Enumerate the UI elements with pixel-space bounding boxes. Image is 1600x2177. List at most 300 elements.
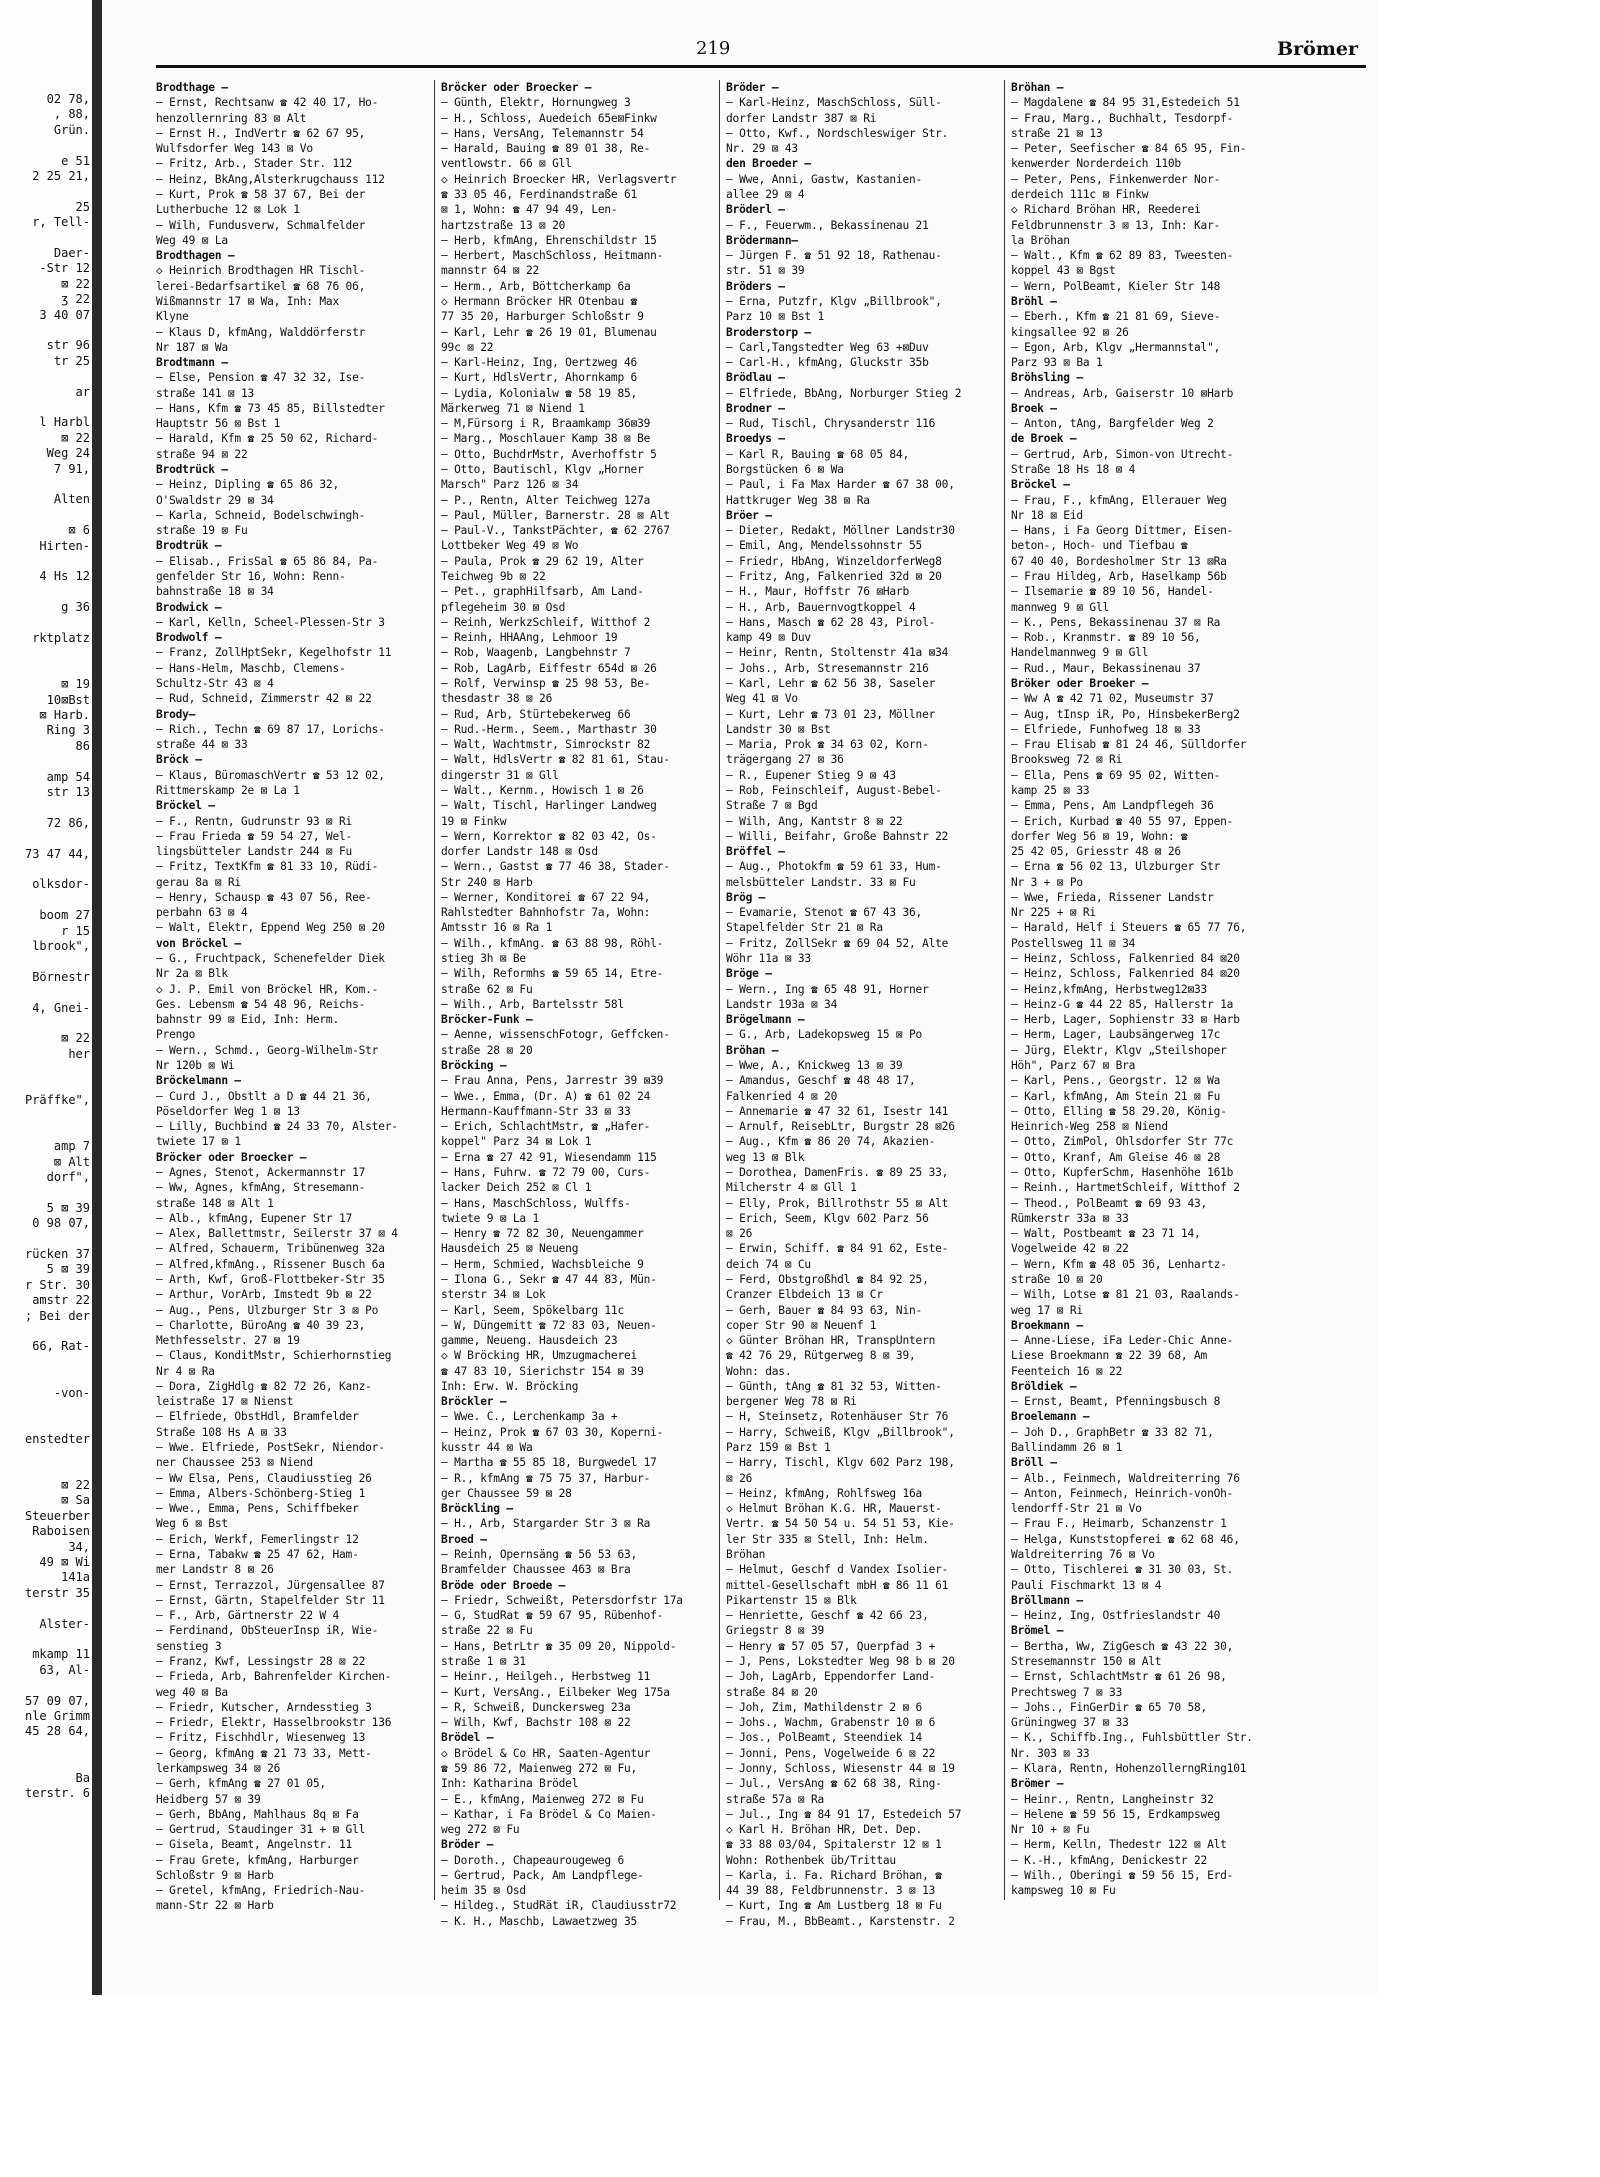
- directory-entry-line: straße 28 ⊠ 20: [441, 1043, 533, 1057]
- facing-page-fragment: terstr. 6: [24, 1786, 90, 1800]
- directory-entry-line: Stresemannstr 150 ⊠ Alt: [1011, 1654, 1162, 1668]
- directory-entry-line: — Wwe. Elfriede, PostSekr, Niendor-: [156, 1441, 385, 1455]
- facing-page-fragment: ⊠ 22: [61, 1478, 90, 1492]
- directory-entry-line: — Erich, Werkf, Femerlingstr 12: [156, 1532, 359, 1546]
- directory-entry-line: — H, Steinsetz, Rotenhäuser Str 76: [726, 1410, 949, 1424]
- directory-entry-line: ☎ 59 86 72, Maienweg 272 ⊠ Fu,: [441, 1761, 638, 1775]
- directory-entry-line: — Heinz-G ☎ 44 22 85, Hallerstr 1a: [1011, 997, 1234, 1011]
- directory-entry-line: — Elly, Prok, Billrothstr 55 ⊠ Alt: [726, 1196, 949, 1210]
- directory-entry-line: — Wern, Kfm ☎ 48 05 36, Lenhartz-: [1011, 1257, 1227, 1271]
- directory-entry-line: — Karl, Lehr ☎ 62 56 38, Saseler: [726, 676, 936, 690]
- facing-page-fragment: Präffke",: [24, 1093, 90, 1107]
- directory-entry-line: — K., Schiffb.Ing., Fuhlsbüttler Str.: [1011, 1731, 1253, 1745]
- directory-entry-line: — Günth, Elektr, Hornungweg 3: [441, 96, 631, 110]
- facing-page-fragment: lbrook",: [32, 939, 90, 953]
- surname-heading: Broek —: [1011, 401, 1057, 415]
- directory-entry-line: — Wilh., Arb, Bartelsstr 58l: [441, 997, 624, 1011]
- surname-heading: Bröckelmann —: [156, 1074, 241, 1088]
- directory-entry-line: — Heinz, Schloss, Falkenried 84 ⊠20: [1011, 967, 1240, 981]
- directory-entry-line: Inh: Katharina Brödel: [441, 1777, 579, 1791]
- directory-entry-line: Ballindamm 26 ⊠ 1: [1011, 1441, 1123, 1455]
- directory-entry-line: leistraße 17 ⊠ Nienst: [156, 1395, 294, 1409]
- directory-entry-line: — Walt., Kernm., Howisch 1 ⊠ 26: [441, 783, 644, 797]
- directory-entry-line: ☎ 47 83 10, Sierichstr 154 ⊠ 39: [441, 1364, 644, 1378]
- directory-entry-line: — Frieda, Arb, Bahrenfelder Kirchen-: [156, 1670, 392, 1684]
- directory-entry-line: — Elfriede, ObstHdl, Bramfelder: [156, 1410, 359, 1424]
- facing-page-fragment: 5 ⊠ 39: [46, 1200, 90, 1215]
- directory-entry-line: Handelmannweg 9 ⊠ Gll: [1011, 646, 1149, 660]
- directory-entry-line: Nr. 29 ⊠ 43: [726, 142, 798, 156]
- directory-entry-line: — Herm, Lager, Laubsängerweg 17c: [1011, 1028, 1221, 1042]
- directory-entry-line: Straße 18 Hs 18 ⊠ 4: [1011, 463, 1136, 477]
- facing-page-fragment: Börnestr: [32, 969, 90, 984]
- directory-entry-line: — Otto, Elling ☎ 58 29.20, König-: [1011, 1104, 1227, 1118]
- directory-entry-line: — Carl-H., kfmAng, Gluckstr 35b: [726, 356, 929, 370]
- directory-entry-line: kamp 49 ⊠ Duv: [726, 631, 811, 645]
- directory-entry-line: — R, Schweiß, Dunckersweg 23a: [441, 1700, 631, 1714]
- directory-entry-line: — Frau Anna, Pens, Jarrestr 39 ⊠39: [441, 1074, 664, 1088]
- directory-entry-line: lendorff-Str 21 ⊠ Vo: [1011, 1502, 1142, 1516]
- directory-entry-line: ◇ Helmut Bröhan K.G. HR, Mauerst-: [726, 1502, 942, 1516]
- directory-entry-line: — Johs., Arb, Stresemannstr 216: [726, 661, 929, 675]
- directory-entry-line: — Heinz, Ing, Ostfrieslandstr 40: [1011, 1609, 1221, 1623]
- directory-entry-line: — H., Maur, Hoffstr 76 ⊠Harb: [726, 585, 909, 599]
- directory-entry-line: — Alex, Ballettmstr, Seilerstr 37 ⊠ 4: [156, 1227, 398, 1241]
- directory-entry-line: — Werner, Konditorei ☎ 67 22 94,: [441, 890, 651, 904]
- directory-entry-line: la Bröhan: [1011, 233, 1070, 247]
- page-number: 219: [696, 38, 731, 59]
- directory-entry-line: — Harald, Bauing ☎ 89 01 38, Re-: [441, 142, 651, 156]
- directory-entry-line: 77 35 20, Harburger Schloßstr 9: [441, 310, 644, 324]
- directory-entry-line: — Arthur, VorArb, Imstedt 9b ⊠ 22: [156, 1288, 372, 1302]
- blank-margin-right: [1378, 0, 1600, 2177]
- directory-entry-line: melsbütteler Landstr. 33 ⊠ Fu: [726, 875, 916, 889]
- directory-entry-line: ner Chaussee 253 ⊠ Niend: [156, 1456, 313, 1470]
- surname-heading: Bröcker oder Broecker —: [441, 81, 592, 94]
- directory-entry-line: — Rolf, Verwinsp ☎ 25 98 53, Be-: [441, 676, 651, 690]
- directory-entry-line: — Aug., Photokfm ☎ 59 61 33, Hum-: [726, 860, 942, 874]
- directory-entry-line: — H., Arb, Bauernvogtkoppel 4: [726, 600, 916, 614]
- directory-entry-line: — Karl, Seem, Spökelbarg 11c: [441, 1303, 624, 1317]
- directory-entry-line: — Fritz, Ang, Falkenried 32d ⊠ 20: [726, 570, 942, 583]
- directory-entry-line: O'Swaldstr 29 ⊠ 34: [156, 493, 274, 507]
- directory-entry-line: ◇ Heinrich Broecker HR, Verlagsvertr: [441, 172, 677, 186]
- directory-entry-line: Weg 49 ⊠ La: [156, 233, 228, 247]
- directory-entry-line: kampsweg 10 ⊠ Fu: [1011, 1884, 1116, 1898]
- directory-entry-line: — Agnes, Stenot, Ackermannstr 17: [156, 1165, 366, 1179]
- directory-entry-line: Pöseldorfer Weg 1 ⊠ 13: [156, 1104, 300, 1118]
- directory-entry-line: — Fritz, TextKfm ☎ 81 33 10, Rüdi-: [156, 860, 379, 874]
- facing-page-fragment: 3 40 07: [39, 307, 90, 322]
- directory-entry-line: Bramfelder Chaussee 463 ⊠ Bra: [441, 1563, 631, 1577]
- directory-entry-line: — Klaus D, kfmAng, Walddörferstr: [156, 325, 366, 339]
- facing-page-fragment: g 36: [61, 600, 90, 615]
- directory-entry-line: — Fritz, Arb., Stader Str. 112: [156, 157, 353, 171]
- directory-entry-line: dorfer Landstr 148 ⊠ Osd: [441, 845, 598, 859]
- facing-page-fragment: nle Grimm: [24, 1709, 90, 1723]
- directory-entry-line: — Gerh, kfmAng ☎ 27 01 05,: [156, 1777, 326, 1791]
- column-2: [441, 80, 713, 1940]
- directory-entry-line: — Jürg, Elektr, Klgv „Steilshoper: [1011, 1043, 1227, 1057]
- directory-entry-line: 67 40 40, Bordesholmer Str 13 ⊠Ra: [1011, 554, 1227, 568]
- surname-heading: Bröhan —: [726, 1043, 779, 1057]
- directory-entry-line: — Harald, Kfm ☎ 25 50 62, Richard-: [156, 432, 379, 446]
- facing-page-fragment: 86: [75, 738, 90, 753]
- directory-entry-line: — Evamarie, Stenot ☎ 67 43 36,: [726, 906, 923, 920]
- directory-entry-line: — Walt, Wachtmstr, Simrockstr 82: [441, 738, 651, 752]
- directory-entry-line: — Peter, Seefischer ☎ 84 65 95, Fin-: [1011, 142, 1247, 156]
- directory-entry-line: — Emma, Albers-Schönberg-Stieg 1: [156, 1486, 366, 1500]
- directory-entry-line: — Reinh, Opernsäng ☎ 56 53 63,: [441, 1548, 638, 1561]
- directory-entry-line: — Harry, Schweiß, Klgv „Billbrook",: [726, 1425, 955, 1439]
- facing-page-fragment: 25: [75, 199, 90, 214]
- directory-entry-line: Milcherstr 4 ⊠ Gll 1: [726, 1181, 857, 1195]
- directory-entry-line: — Amandus, Geschf ☎ 48 48 17,: [726, 1074, 916, 1088]
- directory-entry-line: — F., Rentn, Gudrunstr 93 ⊠ Ri: [156, 814, 353, 828]
- directory-entry-line: Wohn: Rothenbek üb/Trittau: [726, 1853, 896, 1867]
- directory-entry-line: Weg 41 ⊠ Vo: [726, 692, 798, 706]
- directory-entry-line: — G, StudRat ☎ 59 67 95, Rübenhof-: [441, 1609, 664, 1623]
- facing-page-fragment: Alten: [53, 492, 90, 507]
- surname-heading: Brömer —: [1011, 1777, 1064, 1791]
- directory-entry-line: — Fritz, Fischhdlr, Wiesenweg 13: [156, 1731, 366, 1745]
- directory-entry-line: 19 ⊠ Finkw: [441, 814, 507, 828]
- directory-entry-line: — Jos., PolBeamt, Steendiek 14: [726, 1731, 923, 1745]
- directory-entry-line: Hausdeich 25 ⊠ Neueng: [441, 1242, 579, 1256]
- directory-entry-line: — Ernst, Beamt, Pfenningsbusch 8: [1011, 1395, 1221, 1409]
- facing-page-fragment: 57 09 07,: [24, 1693, 90, 1708]
- directory-entry-line: Parz 10 ⊠ Bst 1: [726, 310, 825, 324]
- surname-heading: Brög —: [726, 890, 766, 904]
- directory-entry-line: — Rud., Maur, Bekassinenau 37: [1011, 661, 1201, 675]
- directory-entry-line: — Frau F., Heimarb, Schanzenstr 1: [1011, 1517, 1227, 1531]
- directory-entry-line: ☎ 33 88 03/04, Spitalerstr 12 ⊠ 1: [726, 1838, 942, 1852]
- directory-entry-line: bahnstr 99 ⊠ Eid, Inh: Herm.: [156, 1013, 339, 1027]
- directory-entry-line: — Jonni, Pens, Vogelweide 6 ⊠ 22: [726, 1746, 936, 1760]
- directory-entry-line: Nr. 303 ⊠ 33: [1011, 1746, 1090, 1760]
- directory-entry-line: — Friedr, Elektr, Hasselbrookstr 136: [156, 1716, 392, 1730]
- directory-entry-line: — Wwe, Frieda, Rissener Landstr: [1011, 890, 1214, 904]
- directory-entry-line: — Rud, Schneid, Zimmerstr 42 ⊠ 22: [156, 692, 372, 706]
- directory-entry-line: — Jonny, Schloss, Wiesenstr 44 ⊠ 19: [726, 1761, 955, 1775]
- directory-entry-line: dorfer Landstr 387 ⊠ Ri: [726, 111, 877, 125]
- directory-entry-line: — Frau, M., BbBeamt., Karstenstr. 2: [726, 1914, 955, 1928]
- surname-heading: Bröck —: [156, 753, 202, 767]
- facing-page-fragment: rücken 37: [24, 1247, 90, 1261]
- facing-page-fragment: ⊠ 22: [61, 276, 90, 291]
- directory-entry-line: — Kurt, HdlsVertr, Ahornkamp 6: [441, 371, 638, 385]
- directory-entry-line: Rümkerstr 33a ⊠ 33: [1011, 1211, 1129, 1225]
- directory-entry-line: — Heinr., Rentn, Langheinstr 32: [1011, 1792, 1214, 1806]
- directory-entry-line: Ges. Lebensm ☎ 54 48 96, Reichs-: [156, 997, 366, 1011]
- facing-page-fragment: 63, Al-: [39, 1662, 90, 1677]
- surname-heading: Bröker oder Broeker —: [1011, 676, 1149, 690]
- directory-entry-line: Schloßstr 9 ⊠ Harb: [156, 1868, 274, 1882]
- directory-entry-line: Weg 6 ⊠ Bst: [156, 1517, 228, 1531]
- column-divider: [1004, 80, 1005, 1900]
- directory-entry-line: — Ella, Pens ☎ 69 95 02, Witten-: [1011, 768, 1221, 782]
- facing-page-fragment: , 88,: [53, 107, 90, 122]
- directory-entry-line: dorfer Weg 56 ⊠ 19, Wohn: ☎: [1011, 829, 1188, 843]
- directory-entry-line: — Jul., Ing ☎ 84 91 17, Estedeich 57: [726, 1807, 962, 1821]
- directory-entry-line: beton-, Hoch- und Tiefbau ☎: [1011, 539, 1188, 553]
- directory-entry-line: — Claus, KonditMstr, Schierhornstieg: [156, 1349, 392, 1363]
- directory-entry-line: straße 10 ⊠ 20: [1011, 1272, 1103, 1286]
- directory-entry-line: Straße 7 ⊠ Bgd: [726, 799, 818, 813]
- facing-page-fragment: str 96: [46, 338, 90, 353]
- facing-page-fragment: dorf",: [46, 1170, 90, 1184]
- directory-entry-line: — Rud.-Herm., Seem., Marthastr 30: [441, 722, 657, 736]
- directory-entry-line: — Georg, kfmAng ☎ 21 73 33, Mett-: [156, 1746, 372, 1760]
- directory-entry-line: Nr 10 + ⊠ Fu: [1011, 1823, 1090, 1837]
- directory-entry-line: Rahlstedter Bahnhofstr 7a, Wohn:: [441, 906, 651, 920]
- directory-entry-line: Postellsweg 11 ⊠ 34: [1011, 936, 1136, 950]
- directory-entry-line: — Hans-Helm, Maschb, Clemens-: [156, 661, 346, 675]
- directory-entry-line: Wöhr 11a ⊠ 33: [726, 952, 811, 966]
- directory-entry-line: derdeich 111c ⊠ Finkw: [1011, 187, 1149, 201]
- directory-entry-line: — Karl, Kelln, Scheel-Plessen-Str 3: [156, 615, 385, 629]
- directory-entry-line: — Gertrud, Pack, Am Landpflege-: [441, 1868, 644, 1882]
- directory-entry-line: — Hans, Fuhrw. ☎ 72 79 00, Curs-: [441, 1165, 651, 1179]
- directory-entry-line: weg 272 ⊠ Fu: [441, 1823, 520, 1837]
- facing-page-fragment: Weg 24: [46, 446, 90, 461]
- directory-entry-line: ⊠ 1, Wohn: ☎ 47 94 49, Len-: [441, 203, 618, 217]
- surname-heading: Brodner —: [726, 401, 785, 415]
- directory-entry-line: — Elfriede, Funhofweg 18 ⊠ 33: [1011, 722, 1201, 736]
- directory-entry-line: Parz 159 ⊠ Bst 1: [726, 1441, 831, 1455]
- directory-entry-line: — Rich., Techn ☎ 69 87 17, Lorichs-: [156, 722, 385, 736]
- directory-entry-line: lacker Deich 252 ⊠ Cl 1: [441, 1181, 592, 1195]
- directory-entry-line: — Anton, Feinmech, Heinrich-vonOh-: [1011, 1486, 1234, 1500]
- directory-entry-line: — Erich, SchlachtMstr, ☎ „Hafer-: [441, 1120, 651, 1134]
- directory-entry-line: ◇ Günter Bröhan HR, TranspUntern: [726, 1334, 936, 1348]
- facing-page-fragment: ⊠ Alt: [53, 1154, 90, 1169]
- surname-heading: Brödel —: [441, 1731, 494, 1745]
- surname-heading: Brodtrük —: [156, 539, 222, 553]
- directory-entry-line: Falkenried 4 ⊠ 20: [726, 1089, 838, 1103]
- facing-page-fragment: r, Tell-: [32, 215, 90, 230]
- facing-page-fragment: 4 Hs 12: [39, 569, 90, 584]
- directory-entry-line: — Aug., Pens, Ulzburger Str 3 ⊠ Po: [156, 1303, 379, 1317]
- facing-page-fragment: olksdor-: [32, 877, 90, 892]
- directory-entry-line: — Erna ☎ 27 42 91, Wiesendamm 115: [441, 1150, 657, 1164]
- directory-entry-line: ⊠ 26: [726, 1227, 753, 1241]
- surname-heading: Bröcking —: [441, 1059, 507, 1072]
- directory-entry-line: — Herm, Schmied, Wachsbleiche 9: [441, 1257, 644, 1271]
- directory-entry-line: — Emma, Pens, Am Landpflegeh 36: [1011, 799, 1214, 813]
- directory-entry-line: — Dorothea, DamenFris. ☎ 89 25 33,: [726, 1165, 949, 1179]
- directory-entry-line: Methfesselstr. 27 ⊠ 19: [156, 1334, 300, 1348]
- surname-heading: Brodwolf —: [156, 631, 222, 645]
- directory-entry-line: — Joh, Zim, Mathildenstr 2 ⊠ 6: [726, 1700, 923, 1714]
- directory-entry-line: — Kurt, Prok ☎ 58 37 67, Bei der: [156, 187, 366, 201]
- surname-heading: Brömel —: [1011, 1624, 1064, 1638]
- directory-entry-line: — Erich, Seem, Klgv 602 Parz 56: [726, 1211, 929, 1225]
- directory-entry-line: weg 40 ⊠ Ba: [156, 1685, 228, 1699]
- surname-heading: Bröldiek —: [1011, 1379, 1077, 1393]
- directory-entry-line: Wißmannstr 17 ⊠ Wa, Inh: Max: [156, 294, 339, 308]
- directory-entry-line: — Anne-Liese, iFa Leder-Chic Anne-: [1011, 1334, 1234, 1348]
- directory-entry-line: — Herb, Lager, Sophienstr 33 ⊠ Harb: [1011, 1013, 1240, 1027]
- directory-entry-line: — Lilly, Buchbind ☎ 24 33 70, Alster-: [156, 1120, 398, 1134]
- directory-entry-line: — Reinh, WerkzSchleif, Witthof 2: [441, 615, 651, 629]
- directory-entry-line: — Ww, Agnes, kfmAng, Stresemann-: [156, 1181, 366, 1195]
- surname-heading: de Broek —: [1011, 432, 1077, 446]
- facing-page-fragment: -Str 12: [39, 261, 90, 276]
- facing-page-fragment: 2 25 21,: [32, 169, 90, 183]
- facing-page-fragment: ⊠ 6: [68, 523, 90, 538]
- directory-entry-line: — Andreas, Arb, Gaiserstr 10 ⊠Harb: [1011, 386, 1234, 400]
- directory-entry-line: — Rob, LagArb, Eiffestr 654d ⊠ 26: [441, 661, 657, 675]
- column-3: [726, 80, 998, 1940]
- directory-entry-line: lingsbütteler Landstr 244 ⊠ Fu: [156, 845, 353, 859]
- directory-entry-line: — Herm, Kelln, Thedestr 122 ⊠ Alt: [1011, 1838, 1227, 1852]
- directory-entry-line: Straße 108 Hs A ⊠ 33: [156, 1425, 287, 1439]
- facing-page-fragment: boom 27: [39, 908, 90, 923]
- directory-entry-line: — Dieter, Redakt, Möllner Landstr30: [726, 524, 955, 538]
- facing-page-fragment: Raboisen: [32, 1524, 90, 1539]
- surname-heading: Bröckel —: [1011, 478, 1070, 492]
- facing-page-fragment: 10⊠Bst: [46, 692, 90, 707]
- surname-heading: Broed —: [441, 1532, 487, 1546]
- directory-entry-line: — Karla, Schneid, Bodelschwingh-: [156, 508, 366, 522]
- directory-entry-line: — Günth, tAng ☎ 81 32 53, Witten-: [726, 1379, 942, 1393]
- directory-entry-line: — Otto, Kranf, Am Gleise 46 ⊠ 28: [1011, 1150, 1221, 1164]
- directory-entry-line: — Herm., Arb, Böttcherkamp 6a: [441, 279, 631, 293]
- directory-entry-line: — Erich, Kurbad ☎ 40 55 97, Eppen-: [1011, 814, 1234, 828]
- directory-page: [156, 38, 1366, 1928]
- facing-page-fragment: 73 47 44,: [24, 846, 90, 861]
- directory-entry-line: — Ernst, Gärtn, Stapelfelder Str 11: [156, 1593, 385, 1607]
- directory-entry-line: — Henry ☎ 57 05 57, Querpfad 3 +: [726, 1639, 936, 1653]
- directory-entry-line: — Erna, Tabakw ☎ 25 47 62, Ham-: [156, 1548, 359, 1561]
- directory-entry-line: — Ferd, Obstgroßhdl ☎ 84 92 25,: [726, 1272, 929, 1286]
- directory-entry-line: ler Str 335 ⊠ Stell, Inh: Helm.: [726, 1532, 929, 1546]
- surname-heading: Bröhsling —: [1011, 371, 1083, 385]
- directory-entry-line: pflegeheim 30 ⊠ Osd: [441, 600, 566, 614]
- directory-entry-line: henzollernring 83 ⊠ Alt: [156, 111, 307, 125]
- directory-entry-line: — Herb, kfmAng, Ehrenschildstr 15: [441, 233, 657, 247]
- directory-entry-line: Heidberg 57 ⊠ 39: [156, 1792, 261, 1806]
- directory-entry-line: — Erna ☎ 56 02 13, Ulzburger Str: [1011, 860, 1221, 874]
- directory-entry-line: — Emil, Ang, Mendelssohnstr 55: [726, 539, 923, 553]
- directory-entry-line: — Herbert, MaschSchloss, Heitmann-: [441, 249, 664, 263]
- surname-heading: Brodtrück —: [156, 463, 228, 477]
- directory-entry-line: straße 19 ⊠ Fu: [156, 524, 248, 538]
- directory-entry-line: Feldbrunnenstr 3 ⊠ 13, Inh: Kar-: [1011, 218, 1221, 232]
- directory-entry-line: straße 84 ⊠ 20: [726, 1685, 818, 1699]
- directory-entry-line: — Heinz, Prok ☎ 67 03 30, Koperni-: [441, 1425, 664, 1439]
- directory-entry-line: — Carl,Tangstedter Weg 63 +⊠Duv: [726, 340, 929, 354]
- directory-entry-line: — Paul, i Fa Max Harder ☎ 67 38 00,: [726, 478, 955, 492]
- directory-entry-line: — Frau, Marg., Buchhalt, Tesdorpf-: [1011, 111, 1234, 125]
- directory-entry-line: Nr 2a ⊠ Blk: [156, 967, 228, 981]
- directory-entry-line: — Helmut, Geschf d Vandex Isolier-: [726, 1563, 949, 1577]
- facing-page-fragment: l Harbl: [39, 415, 90, 430]
- facing-page-fragment: tr 25: [53, 353, 90, 368]
- directory-entry-line: — Paul, Müller, Barnerstr. 28 ⊠ Alt: [441, 508, 670, 522]
- surname-heading: Brodwick —: [156, 600, 222, 614]
- directory-entry-line: — Frau Frieda ☎ 59 54 27, Wel-: [156, 829, 353, 843]
- directory-entry-line: — Aenne, wissenschFotogr, Geffcken-: [441, 1028, 670, 1042]
- directory-entry-line: Lutherbuche 12 ⊠ Lok 1: [156, 203, 300, 217]
- surname-heading: Bröll —: [1011, 1456, 1057, 1470]
- directory-entry-line: Grüningweg 37 ⊠ 33: [1011, 1716, 1129, 1730]
- surname-heading: Bröckel —: [156, 799, 215, 813]
- directory-entry-line: — Helene ☎ 59 56 15, Erdkampsweg: [1011, 1807, 1221, 1821]
- facing-page-fragment: 141a: [61, 1570, 90, 1585]
- directory-entry-line: — Wilh, Lotse ☎ 81 21 03, Raalands-: [1011, 1288, 1240, 1302]
- directory-entry-line: straße 1 ⊠ 31: [441, 1654, 526, 1668]
- column-4: [1011, 80, 1283, 1940]
- directory-entry-line: Parz 93 ⊠ Ba 1: [1011, 356, 1103, 370]
- directory-entry-line: Rittmerskamp 2e ⊠ La 1: [156, 783, 300, 797]
- surname-heading: Bröffel —: [726, 845, 785, 859]
- directory-entry-line: — Franz, ZollHptSekr, Kegelhofstr 11: [156, 646, 392, 660]
- directory-entry-line: mannweg 9 ⊠ Gll: [1011, 600, 1110, 614]
- directory-entry-line: — Otto, Bautischl, Klgv „Horner: [441, 463, 644, 477]
- directory-entry-line: — Gerh, BbAng, Mahlhaus 8q ⊠ Fa: [156, 1807, 359, 1821]
- surname-heading: Brodthagen —: [156, 249, 235, 263]
- directory-entry-line: — Wwe., Emma, (Dr. A) ☎ 61 02 24: [441, 1089, 651, 1103]
- directory-entry-line: straße 22 ⊠ Fu: [441, 1624, 533, 1638]
- blank-margin-bottom: [0, 1995, 1378, 2177]
- directory-entry-line: senstieg 3: [156, 1639, 222, 1653]
- directory-entry-line: Waldreiterring 76 ⊠ Vo: [1011, 1548, 1155, 1561]
- directory-entry-line: — Else, Pension ☎ 47 32 32, Ise-: [156, 371, 366, 385]
- directory-entry-line: — Martha ☎ 55 85 18, Burgwedel 17: [441, 1456, 657, 1470]
- directory-entry-line: — Alfred,kfmAng., Rissener Busch 6a: [156, 1257, 385, 1271]
- directory-entry-line: ◇ W Bröcking HR, Umzugmacherei: [441, 1349, 638, 1363]
- directory-entry-line: Landstr 193a ⊠ 34: [726, 997, 838, 1011]
- directory-entry-line: straße 57a ⊠ Ra: [726, 1792, 825, 1806]
- directory-entry-line: ◇ Heinrich Brodthagen HR Tischl-: [156, 264, 366, 278]
- directory-entry-line: — Wwe. C., Lerchenkamp 3a +: [441, 1410, 618, 1424]
- directory-entry-line: — Wilh, Kwf, Bachstr 108 ⊠ 22: [441, 1716, 631, 1730]
- directory-entry-line: — Rud, Tischl, Chrysanderstr 116: [726, 417, 936, 431]
- directory-entry-line: — W, Düngemitt ☎ 72 83 03, Neuen-: [441, 1318, 657, 1332]
- directory-entry-line: — Heinz,kfmAng, Herbstweg12⊠33: [1011, 982, 1208, 996]
- directory-entry-line: — Pet., graphHilfsarb, Am Land-: [441, 585, 644, 599]
- directory-entry-line: Vertr. ☎ 54 50 54 u. 54 51 53, Kie-: [726, 1517, 955, 1531]
- directory-entry-line: Heinrich-Weg 258 ⊠ Niend: [1011, 1120, 1168, 1134]
- facing-page-fragment: her: [68, 1046, 90, 1061]
- directory-entry-line: — E., kfmAng, Maienweg 272 ⊠ Fu: [441, 1792, 644, 1806]
- directory-entry-line: — Gretel, kfmAng, Friedrich-Nau-: [156, 1884, 366, 1898]
- directory-entry-line: coper Str 90 ⊠ Neuenf 1: [726, 1318, 877, 1332]
- directory-entry-line: — Rob., Kranmstr. ☎ 89 10 56,: [1011, 631, 1201, 645]
- facing-page-fragment: Ba: [75, 1770, 90, 1785]
- directory-entry-line: — G., Fruchtpack, Schenefelder Diek: [156, 952, 385, 966]
- directory-entry-line: — Aug, tInsp iR, Po, HinsbekerBerg2: [1011, 707, 1240, 721]
- directory-entry-line: — Alfred, Schauerm, Tribünenweg 32a: [156, 1242, 385, 1256]
- directory-entry-line: — Karl R, Bauing ☎ 68 05 84,: [726, 447, 909, 461]
- directory-entry-line: — G., Arb, Ladekopsweg 15 ⊠ Po: [726, 1028, 923, 1042]
- directory-entry-line: — Wwe, A., Knickweg 13 ⊠ 39: [726, 1059, 903, 1072]
- directory-entry-line: mittel-Gesellschaft mbH ☎ 86 11 61: [726, 1578, 949, 1592]
- directory-entry-line: — Wern., Ing ☎ 65 48 91, Horner: [726, 982, 929, 996]
- directory-entry-line: — Ww A ☎ 42 71 02, Museumstr 37: [1011, 692, 1214, 706]
- directory-entry-line: Nr 18 ⊠ Eid: [1011, 508, 1083, 522]
- directory-entry-line: — Elisab., FrisSal ☎ 65 86 84, Pa-: [156, 554, 379, 568]
- directory-entry-line: — Friedr, Kutscher, Arndesstieg 3: [156, 1700, 372, 1714]
- directory-entry-line: — Ilsemarie ☎ 89 10 56, Handel-: [1011, 585, 1214, 599]
- directory-entry-line: — Rud, Arb, Stürtebekerweg 66: [441, 707, 631, 721]
- surname-heading: Broderstorp —: [726, 325, 811, 339]
- directory-entry-line: weg 17 ⊠ Ri: [1011, 1303, 1083, 1317]
- directory-entry-line: Liese Broekmann ☎ 22 39 68, Am: [1011, 1349, 1208, 1363]
- directory-entry-line: — R., Eupener Stieg 9 ⊠ 43: [726, 768, 896, 782]
